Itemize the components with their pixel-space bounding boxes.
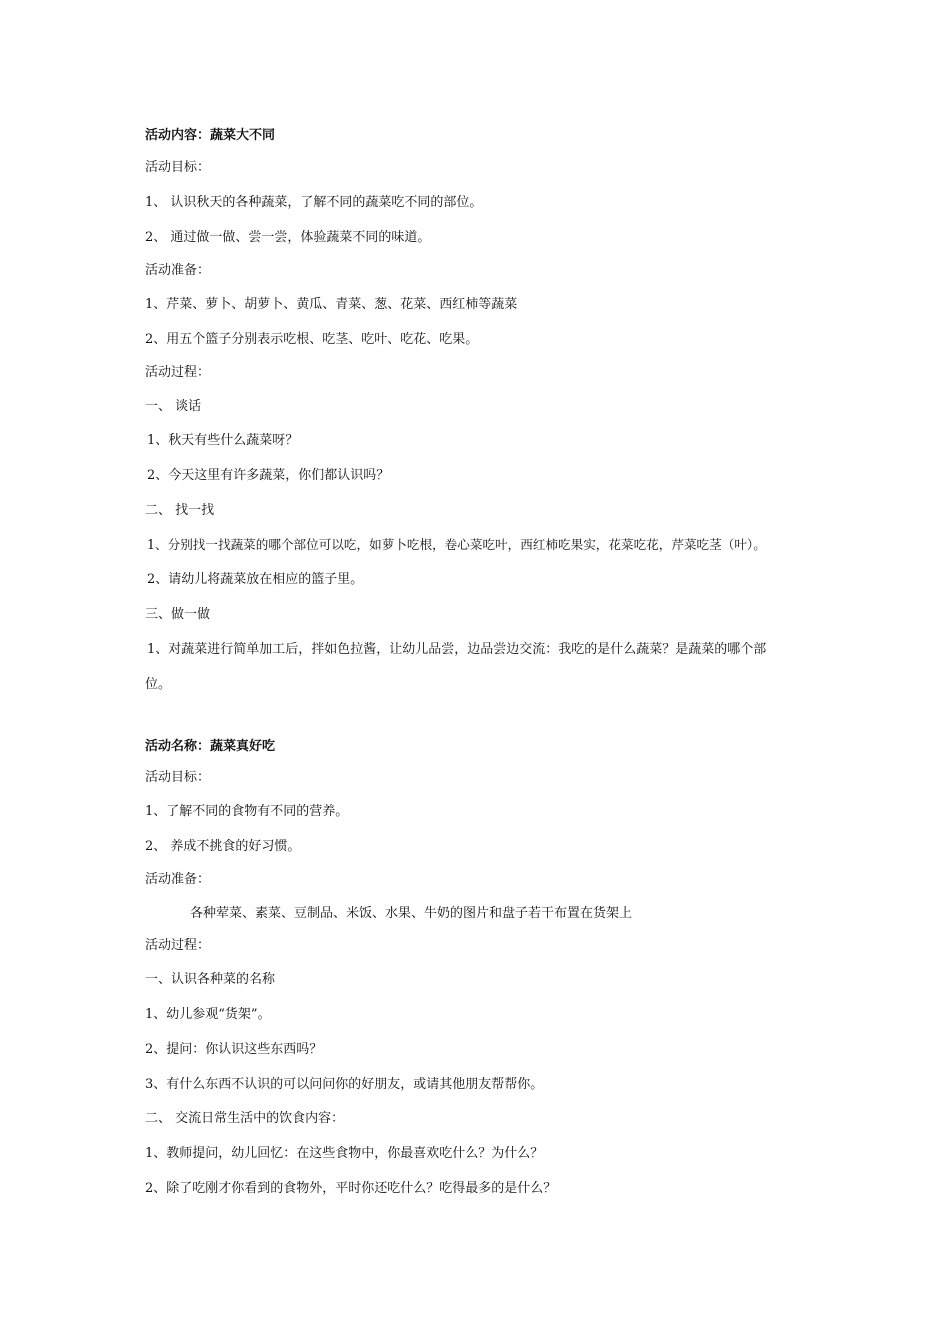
section1-step-1-item-2: 2、今天这里有许多蔬菜，你们都认识吗？	[147, 468, 390, 483]
section2-goal-heading: 活动目标：	[145, 770, 211, 785]
section2-step-1-heading: 一、认识各种菜的名称	[145, 972, 276, 987]
section1-step-2-heading: 二、 找一找	[145, 503, 215, 518]
section2-step-1-item-2: 2、提问：你认识这些东西吗？	[145, 1042, 323, 1057]
section2-step-2-item-2: 2、除了吃刚才你看到的食物外，平时你还吃什么？吃得最多的是什么？	[145, 1181, 557, 1196]
section1-process-heading: 活动过程：	[145, 365, 211, 380]
section2-goal-1: 1、了解不同的食物有不同的营养。	[145, 804, 349, 819]
section1-goal-1: 1、 认识秋天的各种蔬菜，了解不同的蔬菜吃不同的部位。	[145, 195, 483, 210]
section2-title: 活动名称：蔬菜真好吃	[145, 739, 276, 754]
section1-title: 活动内容：蔬菜大不同	[145, 128, 276, 143]
section1-goal-heading: 活动目标：	[145, 160, 211, 175]
section1-step-3-item-1: 1、对蔬菜进行简单加工后，拌如色拉酱，让幼儿品尝，边品尝边交流：我吃的是什么蔬菜？是蔬菜的哪个部	[147, 642, 767, 657]
section1-step-3-item-1-cont: 位。	[145, 677, 172, 692]
section2-prep-heading: 活动准备：	[145, 872, 211, 887]
section1-step-1-heading: 一、 谈话	[145, 399, 202, 414]
section1-prep-2: 2、用五个篮子分别表示吃根、吃茎、吃叶、吃花、吃果。	[145, 332, 479, 347]
section1-step-2-item-1: 1、分别找一找蔬菜的哪个部位可以吃，如萝卜吃根，卷心菜吃叶，西红柿吃果实，花菜吃花，芹菜吃茎（叶）。	[147, 537, 766, 552]
section2-step-2-heading: 二、 交流日常生活中的饮食内容：	[145, 1111, 345, 1126]
section2-step-1-item-1: 1、幼儿参观“货架”。	[145, 1007, 271, 1022]
section1-step-2-item-2: 2、请幼儿将蔬菜放在相应的篮子里。	[147, 572, 364, 587]
section2-step-2-item-1: 1、教师提问，幼儿回忆：在这些食物中，你最喜欢吃什么？为什么？	[145, 1146, 544, 1161]
section1-step-1-item-1: 1、秋天有些什么蔬菜呀？	[147, 433, 299, 448]
section1-prep-heading: 活动准备：	[145, 263, 211, 278]
section2-process-heading: 活动过程：	[145, 938, 211, 953]
section2-step-1-item-3: 3、有什么东西不认识的可以问问你的好朋友，或请其他朋友帮帮你。	[145, 1077, 544, 1092]
section1-prep-1: 1、芹菜、萝卜、胡萝卜、黄瓜、青菜、葱、花菜、西红柿等蔬菜	[145, 297, 518, 312]
section1-step-3-heading: 三、做一做	[145, 607, 211, 622]
section2-prep-text: 各种荤菜、素菜、豆制品、米饭、水果、牛奶的图片和盘子若干布置在货架上	[190, 906, 633, 921]
section2-goal-2: 2、 养成不挑食的好习惯。	[145, 839, 301, 854]
section1-goal-2: 2、 通过做一做、尝一尝，体验蔬菜不同的味道。	[145, 230, 431, 245]
